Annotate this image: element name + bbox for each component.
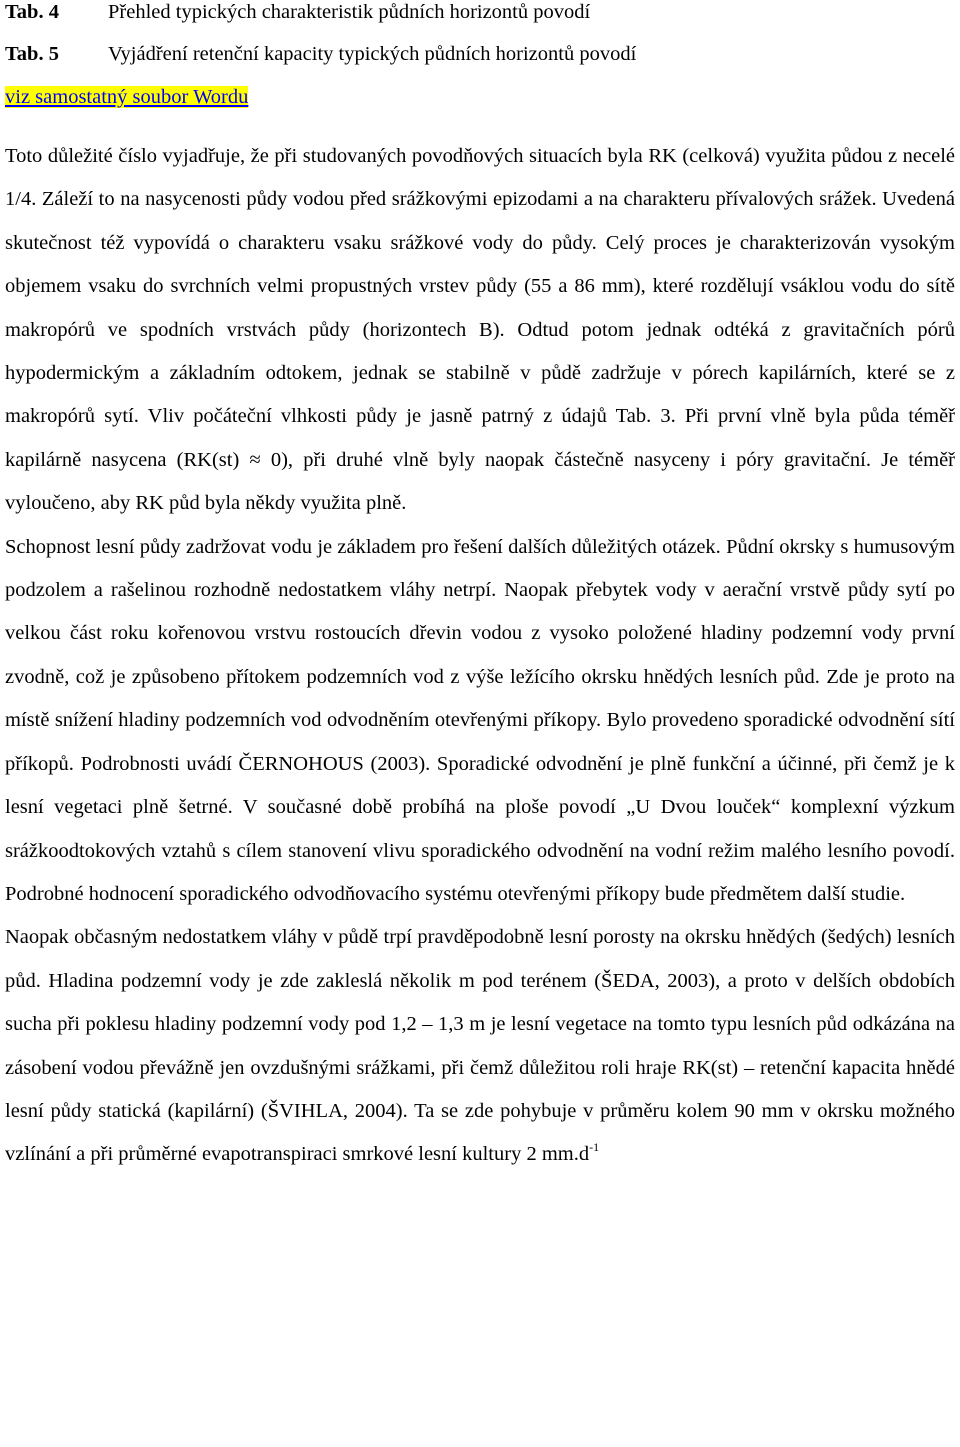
word-file-link[interactable]: viz samostatný soubor Wordu — [5, 86, 249, 108]
table-label: Tab. 5 — [5, 43, 59, 65]
table-label: Tab. 4 — [5, 1, 59, 23]
paragraph-forest-soil: Schopnost lesní půdy zadržovat vodu je základem pro řešení dalších důležitých otázek. Půdní okrsky s humusovým podzolem a rašelinou rozhodně nedostatkem vláhy netrpí. Naopak přebytek vody v aerační vrstvě půdy sytí po velkou část roku kořenovou vrstvu rostoucích dřevin vodou z vysoko položené hladiny podzemní vody první zvodně, což je způsobeno přítokem podzemních vod z výše ležícího okrsku hnědých lesních půd. Zde je proto na místě snížení hladiny podzemních vod odvodněním otevřenými příkopy. Bylo provedeno sporadické odvodnění sítí příkopů. Podrobnosti uvádí ČERNOHOUS (2003). Sporadické odvodnění je plně funkční a účinné, při čemž je k lesní vegetaci plně šetrné. V současné době probíhá na ploše povodí „U Dvou louček“ komplexní výzkum srážkoodtokových vztahů s cílem stanovení vlivu sporadického odvodnění na vodní režim malého lesního povodí. Podrobné hodnocení sporadického odvodňovacího systému otevřenými příkopy bude předmětem další studie. — [5, 535, 955, 905]
table-reference-4 — [5, 1, 955, 23]
unit-superscript: -1 — [589, 1140, 600, 1155]
paragraph-retention-usage: Toto důležité číslo vyjadřuje, že při studovaných povodňových situacích byla RK (celková) využita půdou z necelé 1/4. Záleží to na nasycenosti půdy vodou před srážkovými epizodami a na charakteru přívalových srážek. Uvedená skutečnost též vypovídá o charakteru vsaku srážkové vody do půdy. Celý proces je charakterizován vysokým objemem vsaku do svrchních velmi propustných vrstev půdy (55 a 86 mm), které rozdělují vsáklou vodu do sítě makropórů ve spodních vrstvách půdy (horizontech B). Odtud potom jednak odtéká z gravitačních pórů hypodermickým a základním odtokem, jednak se stabilně v půdě zadržuje v pórech kapilárních, které se z makropórů sytí. Vliv počáteční vlhkosti půdy je jasně patrný z údajů Tab. 3. Při první vlně byla půda téměř kapilárně nasycena (RK(st) ≈ 0), při druhé vlně byly naopak částečně nasyceny i póry gravitační. Je téměř vyloučeno, aby RK půd byla někdy využita plně. — [5, 145, 955, 515]
table-title: Vyjádření retenční kapacity typických půdních horizontů povodí — [108, 43, 637, 65]
paragraph-moisture-deficit — [5, 916, 955, 1176]
paragraph-text: Naopak občasným nedostatkem vláhy v půdě trpí pravděpodobně lesní porosty na okrsku hnědých (šedých) lesních půd. Hladina podzemní vody je zde zakleslá několik m pod terénem (ŠEDA, 2003), a proto v delších obdobích sucha při poklesu hladiny podzemní vody pod 1,2 – 1,3 m je lesní vegetace na tomto typu lesních půd odkázána na zásobení vodou převážně jen ovzdušnými srážkami, při čemž důležitou roli hraje RK(st) – retenční kapacita hnědé lesní půdy statická (kapilární) (ŠVIHLA, 2004). Ta se zde pohybuje v průměru kolem 90 mm v okrsku možného vzlínání a při průměrné evapotranspiraci smrkové lesní kultury 2 mm.d — [5, 926, 955, 1166]
document-page — [5, 0, 955, 1177]
highlighted-note — [5, 86, 955, 108]
table-title: Přehled typických charakteristik půdních horizontů povodí — [108, 1, 591, 23]
table-reference-5 — [5, 43, 955, 65]
